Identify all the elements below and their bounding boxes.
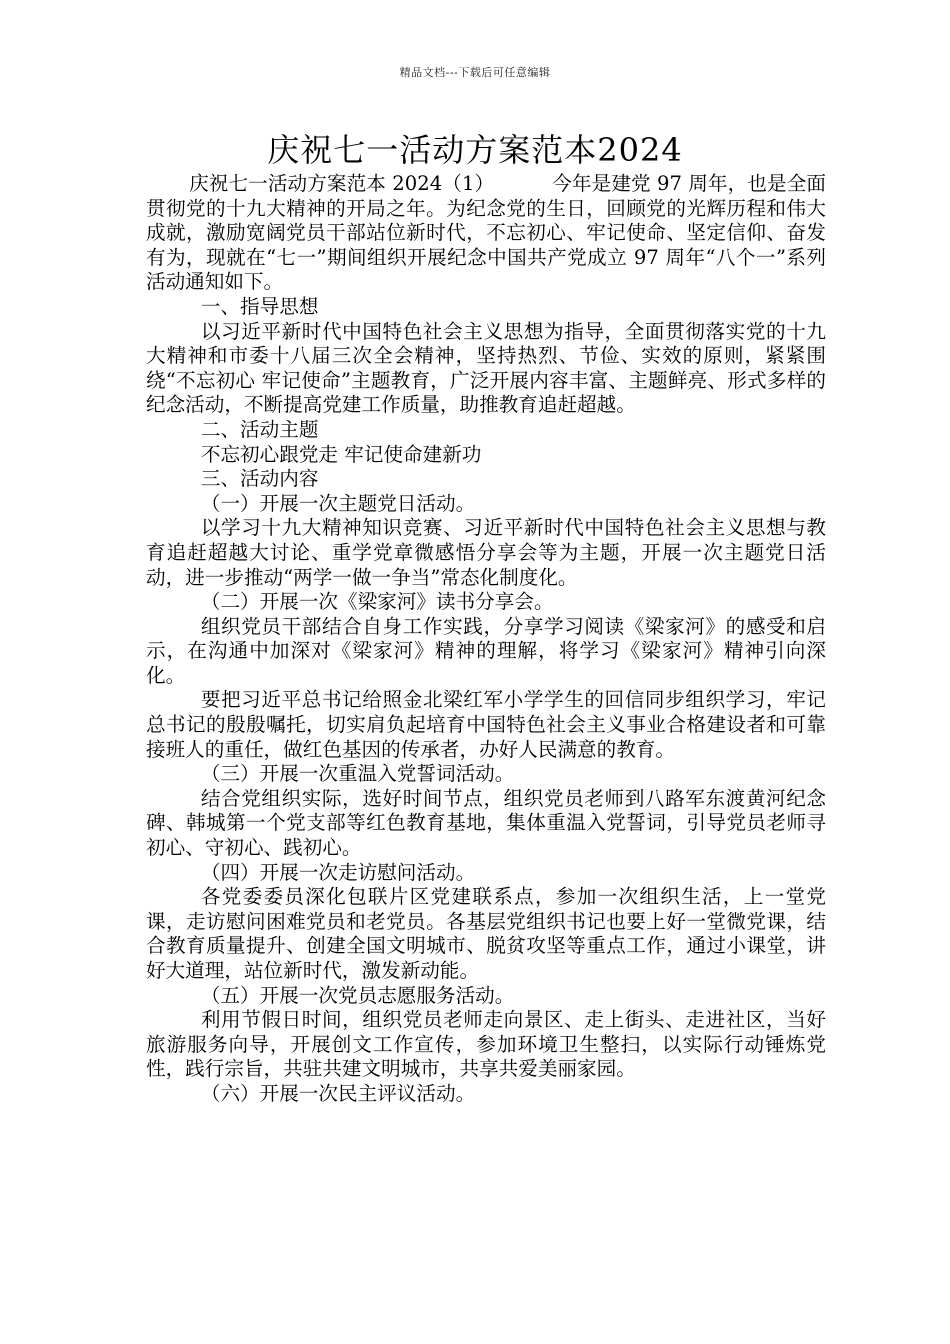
header-note: 精品文档---下载后可任意编辑 — [399, 66, 551, 79]
section-heading-3: 三、活动内容 — [200, 467, 319, 491]
paragraph: 各党委委员深化包联片区党建联系点，参加一次组织生活，上一堂党课，走访慰问困难党员和老党员。各基层党组织书记也要上好一堂微党课，结合教育质量提升、创建全国文明城市、脱贫攻坚等重点工作，通过小课堂，讲好大道理，站位新时代，激发新动能。 — [146, 885, 826, 982]
intro-paragraph — [146, 172, 826, 295]
theme-line: 不忘初心跟党走 牢记使命建新功 — [200, 442, 482, 466]
paragraph: 要把习近平总书记给照金北梁红军小学学生的回信同步组织学习，牢记总书记的殷殷嘱托，切实肩负起培育中国特色社会主义事业合格建设者和可靠接班人的重任，做红色基因的传承者，办好人民满意的教育。 — [146, 688, 826, 761]
document-body — [146, 172, 826, 1107]
subheading-1: （一）开展一次主题党日活动。 — [200, 491, 476, 515]
intro-label: 庆祝七一活动方案范本 2024（1） — [189, 172, 495, 195]
subheading-6: （六）开展一次民主评议活动。 — [200, 1081, 476, 1105]
section-heading-1: 一、指导思想 — [200, 294, 319, 318]
subheading-4: （四）开展一次走访慰问活动。 — [200, 860, 476, 884]
paragraph: 组织党员干部结合自身工作实践，分享学习阅读《梁家河》的感受和启示，在沟通中加深对《梁家河》精神的理解，将学习《梁家河》精神引向深化。 — [146, 614, 826, 687]
subheading-5: （五）开展一次党员志愿服务活动。 — [200, 983, 515, 1007]
document-title: 庆祝七一活动方案范本2024 — [267, 131, 683, 169]
subheading-2: （二）开展一次《梁家河》读书分享会。 — [200, 590, 554, 614]
paragraph: 以习近平新时代中国特色社会主义思想为指导，全面贯彻落实党的十九大精神和市委十八届三次全会精神，坚持热烈、节俭、实效的原则，紧紧围绕“不忘初心 牢记使命”主题教育，广泛开展内容丰富、主题鲜亮、形式多样的纪念活动，不断提高党建工作质量，助推教育追赶超越。 — [146, 319, 826, 417]
paragraph: 利用节假日时间，组织党员老师走向景区、走上街头、走进社区，当好旅游服务向导，开展创文工作宣传，参加环境卫生整扫，以实际行动锤炼党性，践行宗旨，共驻共建文明城市，共享共爱美丽家园。 — [146, 1008, 826, 1081]
subheading-3: （三）开展一次重温入党誓词活动。 — [200, 762, 515, 786]
paragraph: 结合党组织实际，选好时间节点，组织党员老师到八路军东渡黄河纪念碑、韩城第一个党支部等红色教育基地，集体重温入党誓词，引导党员老师寻初心、守初心、践初心。 — [146, 786, 826, 860]
section-heading-2: 二、活动主题 — [200, 417, 319, 441]
paragraph: 以学习十九大精神知识竞赛、习近平新时代中国特色社会主义思想与教育追赶超越大讨论、重学党章微感悟分享会等为主题，开展一次主题党日活动，进一步推动“两学一做一争当”常态化制度化。 — [146, 516, 826, 589]
intro-text: 今年是建党 97 周年，也是全面贯彻党的十九大精神的开局之年。为纪念党的生日，回顾党的光辉历程和伟大成就，激励宽阔党员干部站位新时代，不忘初心、牢记使命、坚定信仰、奋发有为，现就在“七一”期间组织开展纪念中国共产党成立 97 周年“八个一”系列活动通知如下。 — [146, 172, 826, 294]
